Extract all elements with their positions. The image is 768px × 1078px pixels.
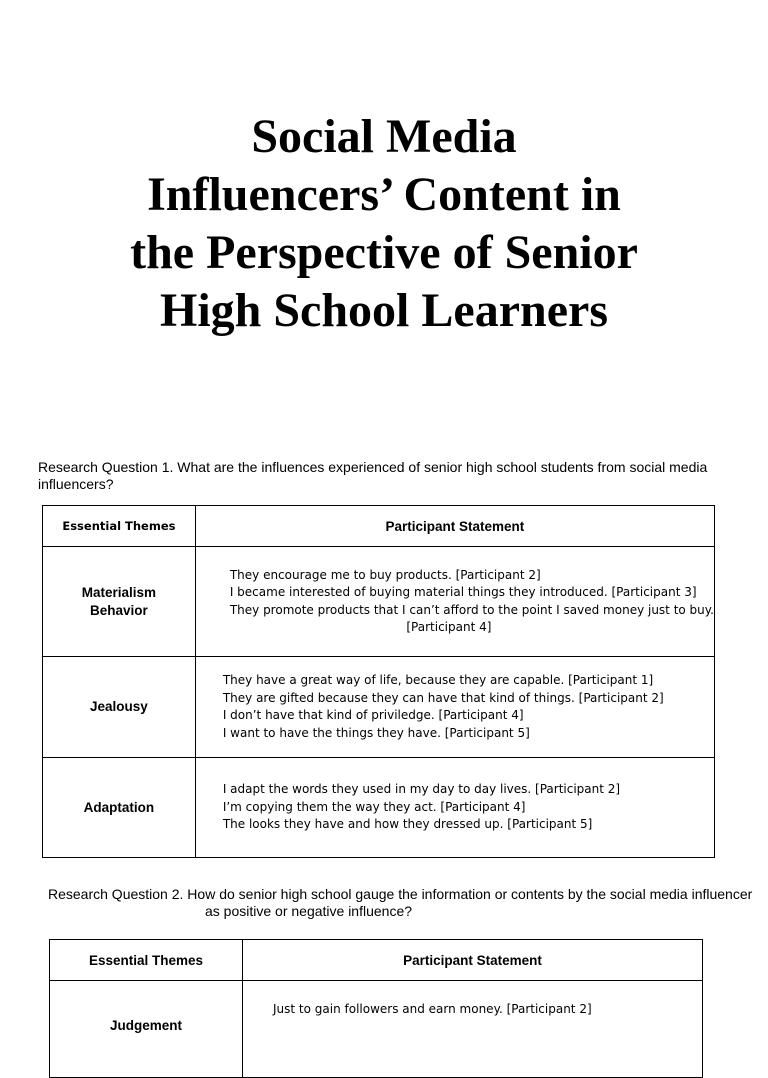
theme-label: Adaptation [83, 799, 155, 815]
statement-line: I’m copying them the way they act. [Participant 4] [222, 799, 526, 814]
statement-line: They promote products that I can’t afford to the point I saved money just to buy. [229, 602, 714, 617]
statement-line: I became interested of buying material things they introduced. [Participant 3] [229, 585, 697, 599]
statement-cell [243, 981, 703, 1078]
document-title [60, 108, 708, 340]
header-essential-themes: Essential Themes [43, 506, 196, 547]
theme-cell [43, 547, 196, 657]
rq1-line: influencers? [38, 476, 114, 492]
statement-line: They are gifted because they can have that kind of things. [Participant 2] [222, 690, 664, 705]
theme-cell [43, 758, 196, 858]
statement-line: I adapt the words they used in my day to day lives. [Participant 2] [222, 782, 621, 797]
header-participant-statement: Participant Statement [243, 940, 703, 981]
title-line: Social Media [251, 110, 517, 163]
table-header-row [50, 940, 703, 981]
theme-cell [43, 657, 196, 758]
theme-label: Materialism [81, 584, 157, 600]
title-line: High School Learners [159, 284, 608, 337]
rq2-line: as positive or negative influence? [205, 903, 413, 919]
table-row [43, 758, 715, 858]
theme-label: Jealousy [90, 699, 148, 714]
statement-line: I don’t have that kind of priviledge. [Participant 4] [222, 708, 524, 722]
statement-cell [195, 758, 714, 858]
title-line: the Perspective of Senior [130, 226, 638, 279]
statement-cell [195, 657, 714, 758]
table-header-row [43, 506, 715, 547]
rq2-line: Research Question 2. How do senior high school gauge the information or contents by the social media influencer [48, 886, 753, 902]
header-essential-themes: Essential Themes [50, 940, 243, 981]
research-question-2 [48, 886, 768, 920]
themes-table-2 [49, 939, 703, 1078]
rq1-line: Research Question 1. What are the influences experienced of senior high school students from social media [38, 459, 708, 475]
table-row [50, 981, 703, 1078]
statement-line: They have a great way of life, because they are capable. [Participant 1] [222, 673, 654, 687]
theme-label: Judgement [109, 1018, 182, 1033]
statement-line: They encourage me to buy products. [Participant 2] [229, 567, 541, 582]
theme-cell [50, 981, 243, 1078]
statement-line: I want to have the things they have. [Participant 5] [222, 725, 530, 740]
statement-line: Just to gain followers and earn money. [Participant 2] [273, 1002, 592, 1016]
theme-label: Behavior [90, 602, 148, 618]
statement-line: The looks they have and how they dressed up. [Participant 5] [222, 817, 593, 832]
table-row [43, 657, 715, 758]
title-line: Influencers’ Content in [147, 168, 621, 221]
header-participant-statement: Participant Statement [195, 506, 714, 547]
table-row [43, 547, 715, 657]
statement-line: [Participant 4] [406, 620, 492, 634]
themes-table-1 [42, 505, 715, 858]
research-question-1 [38, 459, 738, 493]
statement-cell [195, 547, 714, 657]
